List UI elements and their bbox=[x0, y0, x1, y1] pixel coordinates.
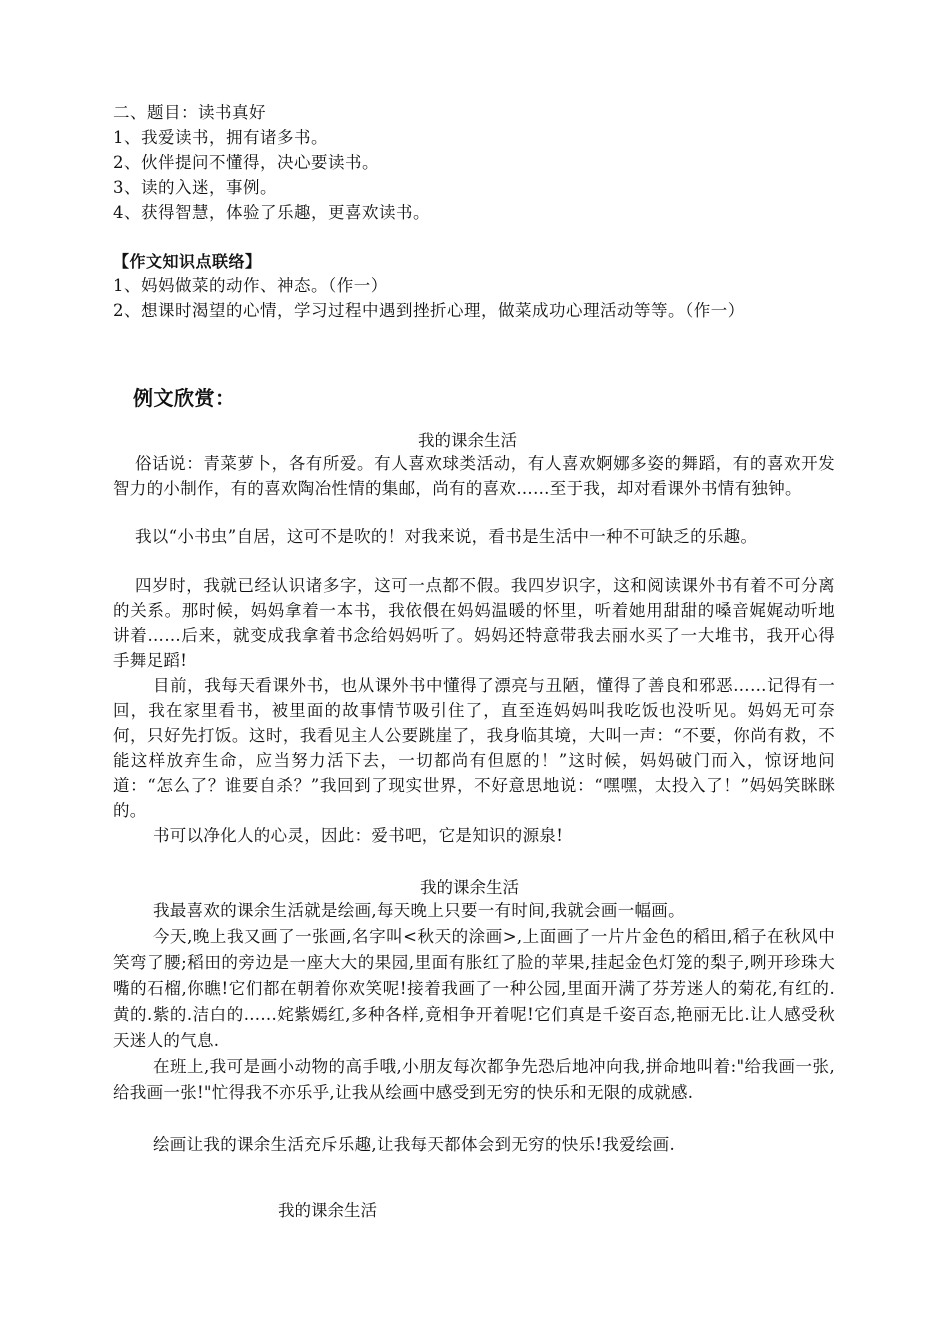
essay-paragraph: 我最喜欢的课余生活就是绘画,每天晚上只要一有时间,我就会画一幅画。 bbox=[153, 901, 685, 920]
outline-item: 2、伙伴提问不懂得，决心要读书。 bbox=[113, 153, 379, 172]
outline-heading: 二、题目：读书真好 bbox=[113, 103, 266, 122]
essay-paragraph: 俗话说：青菜萝卜，各有所爱。有人喜欢球类活动，有人喜欢婀娜多姿的舞蹈，有的喜欢开发智力的小制作，有的喜欢陶冶性情的集邮，尚有的喜欢……至于我，却对看课外书情有独钟。 bbox=[113, 454, 835, 498]
knowledge-heading: 【作文知识点联络】 bbox=[113, 252, 262, 271]
essay-paragraph: 书可以净化人的心灵，因此：爱书吧，它是知识的源泉! bbox=[153, 826, 564, 845]
outline-item: 1、我爱读书，拥有诸多书。 bbox=[113, 128, 328, 147]
essay-paragraph: 我以“小书虫”自居，这可不是吹的！对我来说，看书是生活中一种不可缺乏的乐趣。 bbox=[135, 527, 758, 546]
essay-title: 我的课余生活 bbox=[418, 431, 517, 450]
essay-paragraph: 绘画让我的课余生活充斥乐趣,让我每天都体会到无穷的快乐!我爱绘画. bbox=[153, 1135, 676, 1154]
essay-paragraph: 目前，我每天看课外书，也从课外书中懂得了漂亮与丑陋，懂得了善良和邪恶……记得有一回，我在家里看书，被里面的故事情节吸引住了，直至连妈妈叫我吃饭也没听见。妈妈无可奈何，只好先打饭。这时，我看见主人公要跳崖了，我身临其境，大叫一声：“不要，你尚有救，不能这样放弃生命，应当努力活下去，一切都尚有但愿的！”这时候，妈妈破门而入，惊讶地问道：“怎么了？谁要自杀？”我回到了现实世界，不好意思地说：“嘿嘿，太投入了！”妈妈笑眯眯的。 bbox=[113, 676, 835, 820]
knowledge-item: 2、想课时渴望的心情，学习过程中遇到挫折心理，做菜成功心理活动等等。（作一） bbox=[113, 301, 745, 320]
essay-paragraph: 今天,晚上我又画了一张画,名字叫<秋天的涂画>,上面画了一片片金色的稻田,稻子在秋风中笑弯了腰;稻田的旁边是一座大大的果园,里面有胀红了脸的苹果,挂起金色灯笼的梨子,咧开珍珠大嘴的石榴,你瞧!它们都在朝着你欢笑呢!接着我画了一种公园,里面开满了芬芳迷人的菊花,有红的.黄的.紫的.洁白的......姹紫嫣红,多种各样,竟相争开着呢!它们真是千姿百态,艳丽无比.让人感受秋天迷人的气息. bbox=[113, 927, 835, 1050]
essay-title: 我的课余生活 bbox=[278, 1201, 377, 1220]
essay-paragraph: 在班上,我可是画小动物的高手哦,小朋友每次都争先恐后地冲向我,拼命地叫着:"给我画一张,给我画一张!"忙得我不亦乐乎,让我从绘画中感受到无穷的快乐和无限的成就感. bbox=[113, 1057, 835, 1102]
examples-heading: 例文欣赏： bbox=[133, 386, 236, 410]
essay-paragraph: 四岁时，我就已经认识诸多字，这可一点都不假。我四岁识字，这和阅读课外书有着不可分离的关系。那时候，妈妈拿着一本书，我依偎在妈妈温暖的怀里，听着她用甜甜的嗓音娓娓动听地讲着……后来，就变成我拿着书念给妈妈听了。妈妈还特意带我去丽水买了一大堆书，我开心得手舞足蹈! bbox=[113, 576, 835, 670]
outline-item: 4、获得智慧，体验了乐趣，更喜欢读书。 bbox=[113, 203, 430, 222]
essay-title: 我的课余生活 bbox=[420, 878, 519, 897]
knowledge-item: 1、妈妈做菜的动作、神态。（作一） bbox=[113, 276, 388, 295]
outline-item: 3、读的入迷，事例。 bbox=[113, 178, 277, 197]
